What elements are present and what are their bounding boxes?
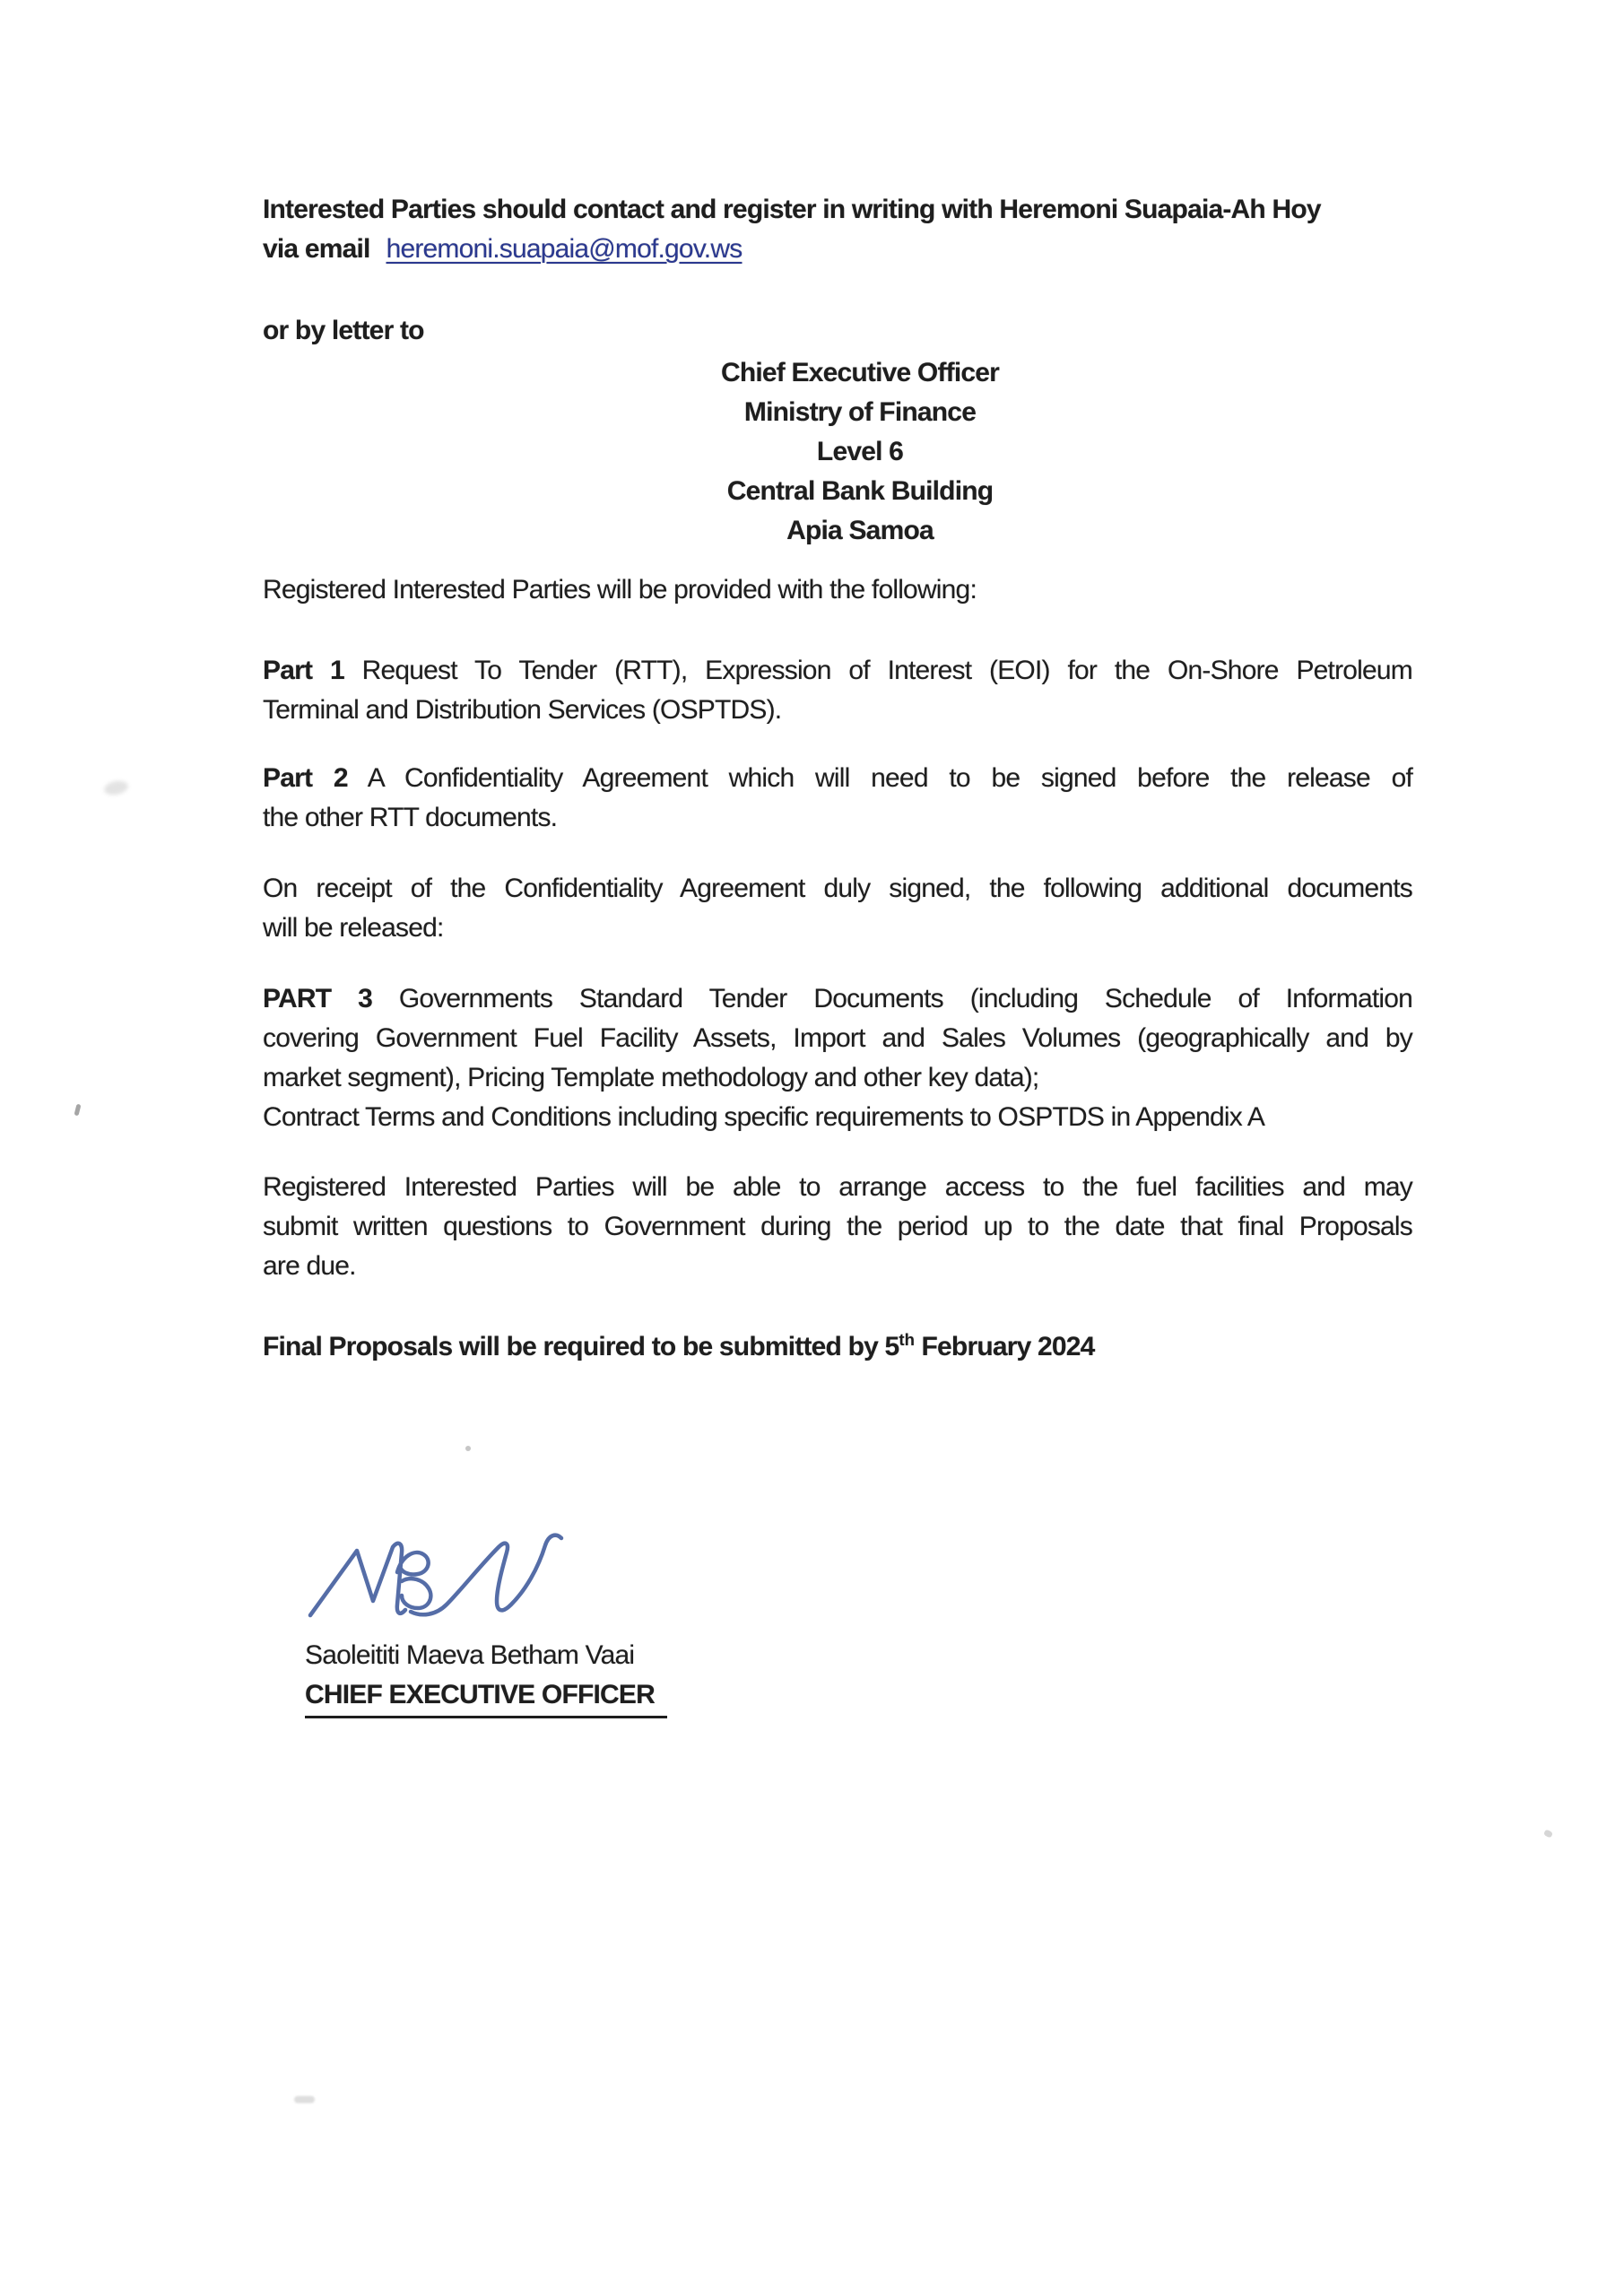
- part3-line2: covering Government Fuel Facility Assets, Import and Sales Volumes (geographically and by: [263, 1023, 1412, 1053]
- part1-line1: Part 1 Request To Tender (RTT), Expression of Interest (EOI) for the On-Shore Petroleum: [263, 656, 1412, 685]
- part3-line4: Contract Terms and Conditions including specific requirements to OSPTDS in Appendix A: [263, 1102, 1265, 1132]
- contact-line: Interested Parties should contact and register in writing with Heremoni Suapaia-Ah Hoy: [263, 195, 1321, 224]
- part1-line2: Terminal and Distribution Services (OSPTDS).: [263, 695, 782, 725]
- address-line: Chief Executive Officer: [720, 358, 1000, 387]
- access-paragraph: [263, 1168, 1412, 1286]
- postal-address-block: [263, 353, 1412, 551]
- contact-paragraph: [263, 190, 1412, 269]
- via-email-label: via email: [263, 234, 370, 264]
- on-receipt-line2: will be released:: [263, 913, 444, 943]
- address-line: Apia Samoa: [786, 516, 934, 545]
- on-receipt-paragraph: [263, 869, 1412, 948]
- part2-line1: Part 2 A Confidentiality Agreement which will need to be signed before the release of: [263, 763, 1412, 793]
- address-line: Level 6: [816, 437, 904, 466]
- address-line: Central Bank Building: [726, 476, 994, 506]
- on-receipt-line1: On receipt of the Confidentiality Agreement duly signed, the following additional documents: [263, 874, 1412, 903]
- final-proposals-line: Final Proposals will be required to be submitted by 5th February 2024: [263, 1330, 1095, 1361]
- part3-label: PART 3: [263, 984, 372, 1013]
- address-line: Ministry of Finance: [743, 397, 977, 427]
- email-link[interactable]: heremoni.suapaia@mof.gov.ws: [386, 234, 743, 264]
- access-line3: are due.: [263, 1251, 356, 1281]
- part1-label: Part 1: [263, 656, 344, 685]
- signatory-title: CHIEF EXECUTIVE OFFICER: [305, 1675, 1412, 1718]
- scan-speck: [1543, 1829, 1553, 1838]
- part1-paragraph: [263, 651, 1412, 730]
- via-email-line: [263, 230, 1412, 269]
- or-by-letter-line: or by letter to: [263, 316, 424, 345]
- letter-body: [263, 0, 1412, 1718]
- part3-line1: PART 3 Governments Standard Tender Documents (including Schedule of Information: [263, 984, 1412, 1013]
- provided-intro-line: Registered Interested Parties will be provided with the following:: [263, 575, 977, 604]
- part2-paragraph: [263, 759, 1412, 838]
- signature-ink-icon: [305, 1526, 592, 1629]
- part2-label: Part 2: [263, 763, 348, 793]
- part3-line3: market segment), Pricing Template methodology and other key data);: [263, 1063, 1039, 1092]
- superscript-th: th: [899, 1330, 915, 1349]
- signatory-name: Saoleititi Maeva Betham Vaai: [305, 1640, 635, 1670]
- access-line1: Registered Interested Parties will be able to arrange access to the fuel facilities and may: [263, 1172, 1412, 1202]
- part2-line2: the other RTT documents.: [263, 803, 558, 832]
- scan-speck: [294, 2096, 315, 2103]
- scan-speck: [74, 1104, 82, 1117]
- part3-paragraph: [263, 979, 1412, 1137]
- scan-speck: [103, 778, 130, 796]
- access-line2: submit written questions to Government during the period up to the date that final Proposals: [263, 1212, 1412, 1241]
- signature-block: [305, 1526, 1412, 1718]
